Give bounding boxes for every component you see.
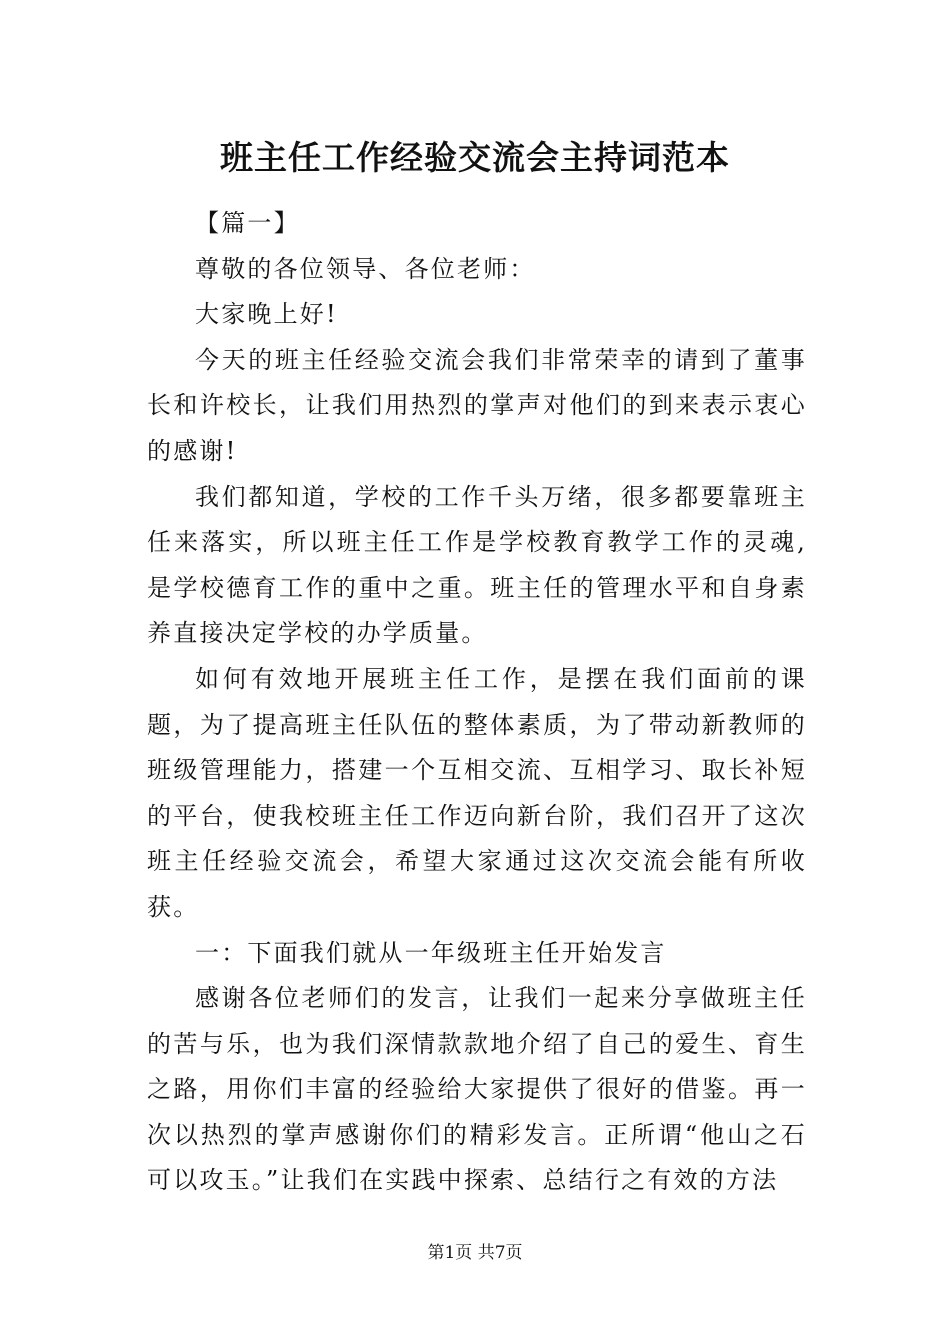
page-footer: 第1页 共7页 — [427, 1243, 523, 1263]
paragraph: 我们都知道，学校的工作千头万绪，很多都要靠班主任来落实，所以班主任工作是学校教育教学工作的灵魂,是学校德育工作的重中之重。班主任的管理水平和自身素养直接决定学校的办学质量。 — [147, 482, 807, 648]
paragraph: 感谢各位老师们的发言，让我们一起来分享做班主任的苦与乐，也为我们深情款款地介绍了自己的爱生、育生之路，用你们丰富的经验给大家提供了很好的借鉴。再一次以热烈的掌声感谢你们的精彩发言。正所谓“他山之石可以攻玉。”让我们在实践中探索、总结行之有效的方法 — [147, 984, 807, 1195]
greeting: 大家晚上好! — [195, 300, 338, 329]
paragraph: 今天的班主任经验交流会我们非常荣幸的请到了董事长和许校长，让我们用热烈的掌声对他们的到来表示衷心的感谢! — [147, 345, 807, 465]
paragraph: 一：下面我们就从一年级班主任开始发言 — [195, 938, 667, 967]
document-title: 班主任工作经验交流会主持词范本 — [220, 138, 730, 177]
paragraph: 如何有效地开展班主任工作，是摆在我们面前的课题，为了提高班主任队伍的整体素质，为了带动新教师的班级管理能力，搭建一个互相交流、互相学习、取长补短的平台，使我校班主任工作迈向新台阶，我们召开了这次班主任经验交流会，希望大家通过这次交流会能有所收获。 — [147, 664, 807, 921]
document-body — [147, 201, 807, 1204]
salutation: 尊敬的各位领导、各位老师： — [195, 254, 536, 283]
section-heading: 【篇一】 — [195, 209, 300, 237]
